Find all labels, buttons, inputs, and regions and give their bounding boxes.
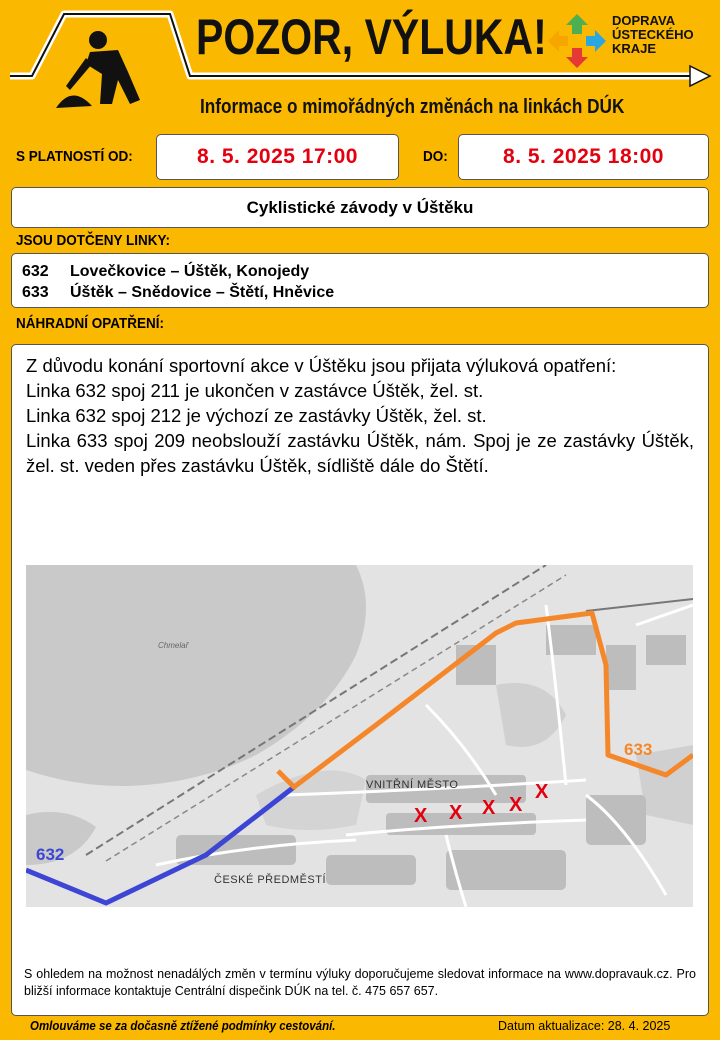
- line-number: 633: [22, 284, 49, 301]
- page-title: POZOR, VÝLUKA!: [196, 9, 547, 65]
- line-number: 632: [22, 263, 49, 280]
- district-ceske-label: ČESKÉ PŘEDMĚSTÍ: [214, 874, 327, 886]
- valid-from-label: S PLATNOSTÍ OD:: [16, 148, 133, 165]
- measures-paragraph: Linka 632 spoj 212 je výchozí ze zastávky Úštěk, žel. st.: [26, 405, 487, 426]
- measures-paragraph: Linka 633 spoj 209 neobslouží zastávku Úštěk, nám. Spoj je ze zastávky Úštěk, žel. st. veden přes zastávku Úštěk, sídliště dále do Štětí.: [26, 430, 694, 476]
- affected-lines-box: [11, 253, 709, 308]
- brand-line-2: ÚSTECKÉHO: [612, 27, 694, 42]
- pond-label: Chmelař: [158, 641, 189, 650]
- duk-logo-icon: [546, 12, 608, 70]
- affected-line-row: [22, 282, 698, 303]
- line-632-label: 632: [36, 845, 65, 864]
- closed-stop-marker: X: [535, 781, 549, 803]
- footer-apology: Omlouváme se za dočasně ztížené podmínky cestování.: [30, 1019, 336, 1033]
- valid-to-label: DO:: [423, 148, 448, 165]
- roadwork-worker-icon: [56, 31, 140, 108]
- line-route: Úštěk – Snědovice – Štětí, Hněvice: [70, 284, 335, 301]
- affected-lines-label: JSOU DOTČENY LINKY:: [16, 232, 171, 249]
- disruption-reason: Cyklistické závody v Úštěku: [11, 187, 709, 228]
- brand-name: [612, 14, 694, 56]
- notice-text: S ohledem na možnost nenadálých změn v termínu výluky doporučujeme sledovat informace na www.dopravauk.cz. Pro bližší informace kontaktuje Centrální dispečink DÚK na tel. č. 475 657 657.: [24, 967, 696, 998]
- affected-line-row: [22, 261, 698, 282]
- measures-label: NÁHRADNÍ OPATŘENÍ:: [16, 315, 164, 332]
- district-center-label: VNITŘNÍ MĚSTO: [366, 779, 459, 791]
- line-route: Lovečkovice – Úštěk, Konojedy: [70, 263, 310, 280]
- map-canvas: [26, 565, 693, 907]
- measures-text: [26, 353, 694, 478]
- brand-line-1: DOPRAVA: [612, 13, 676, 28]
- valid-from-value: 8. 5. 2025 17:00: [156, 134, 399, 180]
- closed-stop-marker: X: [449, 802, 463, 824]
- valid-to-value: 8. 5. 2025 18:00: [458, 134, 709, 180]
- closed-stop-marker: X: [482, 797, 496, 819]
- brand-line-3: KRAJE: [612, 41, 657, 56]
- page-subtitle: Informace o mimořádných změnách na linkách DÚK: [200, 96, 625, 118]
- line-633-label: 633: [624, 740, 653, 759]
- closed-stop-marker: X: [509, 794, 523, 816]
- footer-update-date: Datum aktualizace: 28. 4. 2025: [498, 1019, 671, 1033]
- diversion-map: [26, 565, 693, 907]
- closed-stop-marker: X: [414, 805, 428, 827]
- measures-paragraph: Z důvodu konání sportovní akce v Úštěku jsou přijata výluková opatření:: [26, 355, 617, 376]
- header: [0, 0, 720, 132]
- measures-paragraph: Linka 632 spoj 211 je ukončen v zastávce Úštěk, žel. st.: [26, 380, 484, 401]
